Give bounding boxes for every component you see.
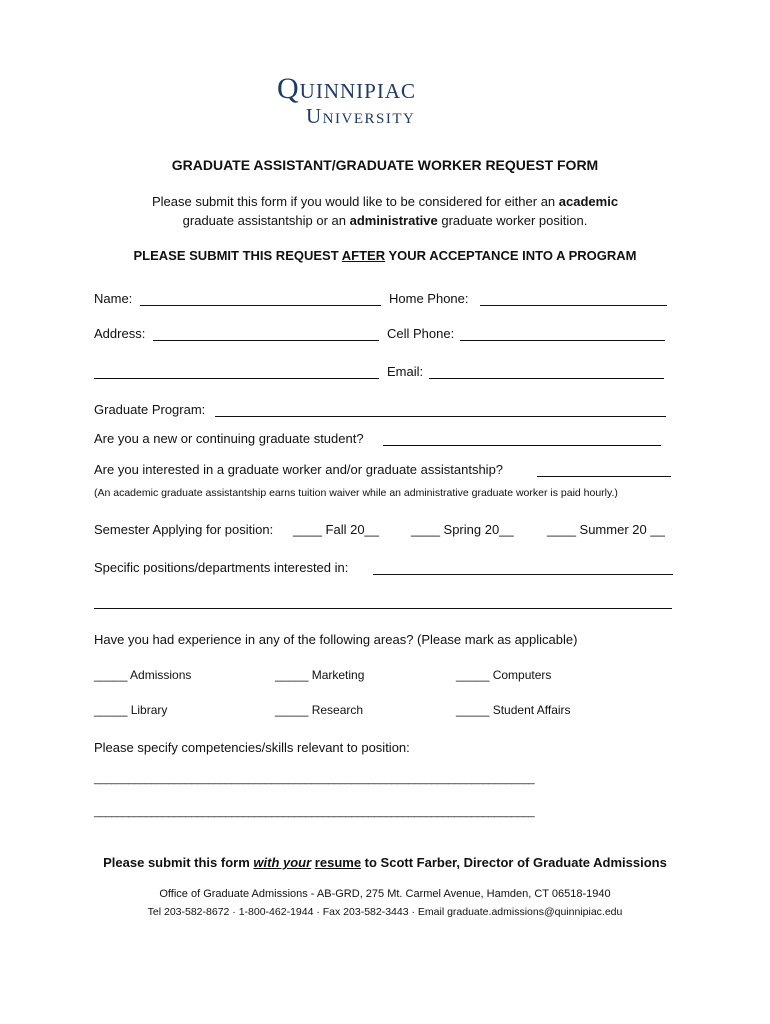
logo-wordmark-top: Quinnipiac [277,72,416,105]
competencies-field-line2[interactable]: _____________________________________________________________________________ [94,806,535,818]
spring-option[interactable]: ____ Spring 20__ [411,522,514,537]
new-or-continuing-field[interactable] [383,445,661,446]
graduate-program-label: Graduate Program: [94,402,206,417]
interested-label: Are you interested in a graduate worker and/or graduate assistantship? [94,462,504,477]
address-field[interactable] [153,340,379,341]
university-logo-line2 [306,104,415,129]
notice-after: AFTER [341,248,386,263]
summer-option[interactable]: ____ Summer 20 __ [547,522,665,537]
specific-positions-field[interactable] [373,574,673,575]
waiver-note: (An academic graduate assistantship earns tuition waiver while an administrative graduate worker is paid hourly.) [94,487,618,499]
experience-student-affairs[interactable]: _____ Student Affairs [456,703,571,717]
logo-wordmark-bottom: University [306,104,416,128]
intro-text-part1: Please submit this form if you would like to be considered for either an [151,194,559,209]
notice-before: PLEASE SUBMIT THIS REQUEST [133,248,342,263]
email-field[interactable] [429,378,664,379]
name-field[interactable] [140,305,381,306]
experience-library[interactable]: _____ Library [94,703,168,717]
new-or-continuing-label: Are you a new or continuing graduate student? [94,431,364,446]
intro-text-part2: graduate assistantship or an [182,213,350,228]
intro-text-part3: graduate worker position. [437,213,588,228]
competencies-label: Please specify competencies/skills relevant to position: [94,740,410,755]
experience-research[interactable]: _____ Research [275,703,364,717]
specific-positions-label: Specific positions/departments interested in: [94,560,349,575]
home-phone-label: Home Phone: [389,291,469,306]
experience-marketing[interactable]: _____ Marketing [275,668,365,682]
submit-part1: Please submit this form [103,855,254,870]
name-label: Name: [94,291,133,306]
footer-contact: Tel 203-582-8672 · 1-800-462-1944 · Fax 203-582-3443 · Email graduate.admissions@quinnipiac.edu [147,906,623,918]
intro-line2 [0,213,770,228]
specific-positions-field-line2[interactable] [94,608,672,609]
home-phone-field[interactable] [480,305,667,306]
university-logo-line1 [277,72,416,106]
intro-line1 [0,194,770,209]
cell-phone-field[interactable] [460,340,665,341]
experience-admissions[interactable]: _____ Admissions [94,668,192,682]
intro-academic: academic [558,194,619,209]
experience-computers[interactable]: _____ Computers [456,668,552,682]
submit-with-your: with your [253,855,312,870]
experience-question: Have you had experience in any of the following areas? (Please mark as applicable) [94,632,578,647]
form-title: GRADUATE ASSISTANT/GRADUATE WORKER REQUEST FORM [171,157,599,173]
graduate-program-field[interactable] [215,416,666,417]
competencies-field-line1[interactable]: _____________________________________________________________________________ [94,773,535,785]
submit-resume: resume [314,855,362,870]
submit-instruction [0,855,770,870]
email-label: Email: [387,364,424,379]
semester-label: Semester Applying for position: [94,522,274,537]
submit-part2: to Scott Farber, Director of Graduate Admissions [361,855,667,870]
footer-address: Office of Graduate Admissions - AB-GRD, 275 Mt. Carmel Avenue, Hamden, CT 06518-1940 [159,888,611,900]
address-label: Address: [94,326,146,341]
submission-notice [0,248,770,263]
intro-administrative: administrative [349,213,438,228]
notice-rest: YOUR ACCEPTANCE INTO A PROGRAM [385,248,637,263]
address-line2-field[interactable] [94,378,379,379]
cell-phone-label: Cell Phone: [387,326,455,341]
fall-option[interactable]: ____ Fall 20__ [293,522,380,537]
interested-field[interactable] [537,476,671,477]
